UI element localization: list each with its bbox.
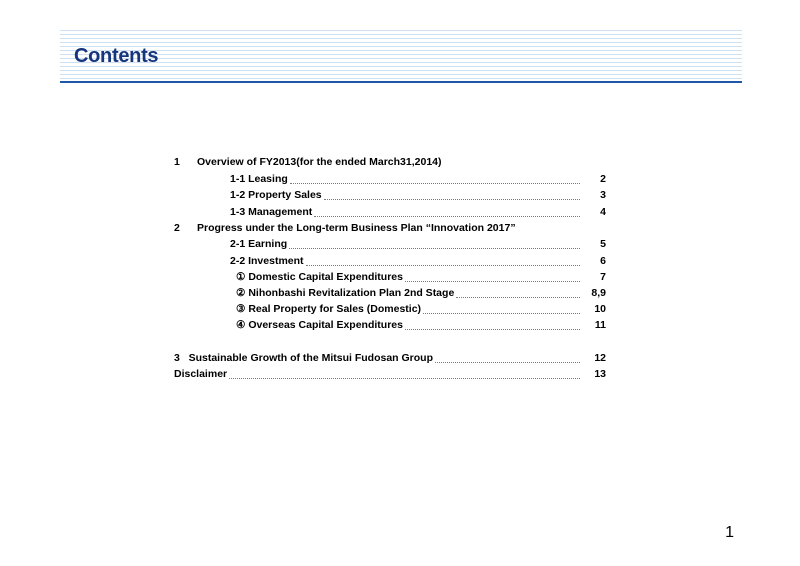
toc-page-number: 12	[594, 352, 606, 364]
toc-leader	[405, 328, 580, 330]
toc-section-label: Progress under the Long-term Business Plan “Innovation 2017”	[197, 222, 516, 234]
toc-leader	[229, 377, 580, 379]
toc-page-number: 5	[600, 238, 606, 250]
toc-leader	[324, 198, 580, 200]
toc-item-2-2-4[interactable]	[236, 319, 606, 331]
toc-item-label: 1-1 Leasing	[230, 173, 288, 185]
toc-item-label: 3 Sustainable Growth of the Mitsui Fudosan Group	[174, 352, 434, 364]
toc-item-label: ④ Overseas Capital Expenditures	[236, 319, 403, 331]
toc-section-number: 1	[174, 156, 180, 168]
toc-leader	[435, 361, 580, 363]
toc-section-number: 2	[174, 222, 180, 234]
toc-leader	[306, 264, 580, 266]
toc-item-2-2-2[interactable]	[236, 287, 606, 299]
page-title: Contents	[74, 45, 159, 67]
toc-item-label: ① Domestic Capital Expenditures	[236, 271, 403, 283]
toc-page-number: 13	[594, 368, 606, 380]
toc-leader	[290, 182, 580, 184]
toc-leader	[423, 312, 580, 314]
toc-item-1-2[interactable]	[230, 189, 606, 201]
toc-item-label: ③ Real Property for Sales (Domestic)	[236, 303, 422, 315]
toc-page-number: 4	[600, 206, 606, 218]
toc-leader	[314, 215, 580, 217]
slide-page-number: 1	[725, 524, 734, 541]
toc-section-label: Overview of FY2013(for the ended March31,2014)	[197, 156, 442, 168]
toc-leader	[289, 247, 580, 249]
toc-leader	[456, 296, 580, 298]
toc-section-2[interactable]	[174, 222, 614, 234]
toc-item-label: 2-2 Investment	[230, 255, 304, 267]
toc-page-number: 2	[600, 173, 606, 185]
toc-page-number: 10	[594, 303, 606, 315]
toc-item-2-2-1[interactable]	[236, 271, 606, 283]
toc-page-number: 3	[600, 189, 606, 201]
toc-page-number: 6	[600, 255, 606, 267]
toc-item-label: 2-1 Earning	[230, 238, 288, 250]
toc-item-2-1[interactable]	[230, 238, 606, 250]
toc-page-number: 8,9	[591, 287, 606, 299]
toc-item-label: 1-2 Property Sales	[230, 189, 322, 201]
toc-item-1-3[interactable]	[230, 206, 606, 218]
toc-disclaimer[interactable]	[174, 368, 606, 380]
toc-item-1-1[interactable]	[230, 173, 606, 185]
toc-section-1[interactable]	[174, 156, 614, 168]
toc-leader	[405, 280, 580, 282]
toc-page-number: 11	[594, 319, 606, 331]
toc-item-2-2-3[interactable]	[236, 303, 606, 315]
toc-item-label: 1-3 Management	[230, 206, 313, 218]
toc-item-label: ② Nihonbashi Revitalization Plan 2nd Stage	[236, 287, 455, 299]
toc-item-label: Disclaimer	[174, 368, 228, 380]
toc-item-2-2[interactable]	[230, 255, 606, 267]
toc-page-number: 7	[600, 271, 606, 283]
toc-section-3[interactable]	[174, 352, 606, 364]
